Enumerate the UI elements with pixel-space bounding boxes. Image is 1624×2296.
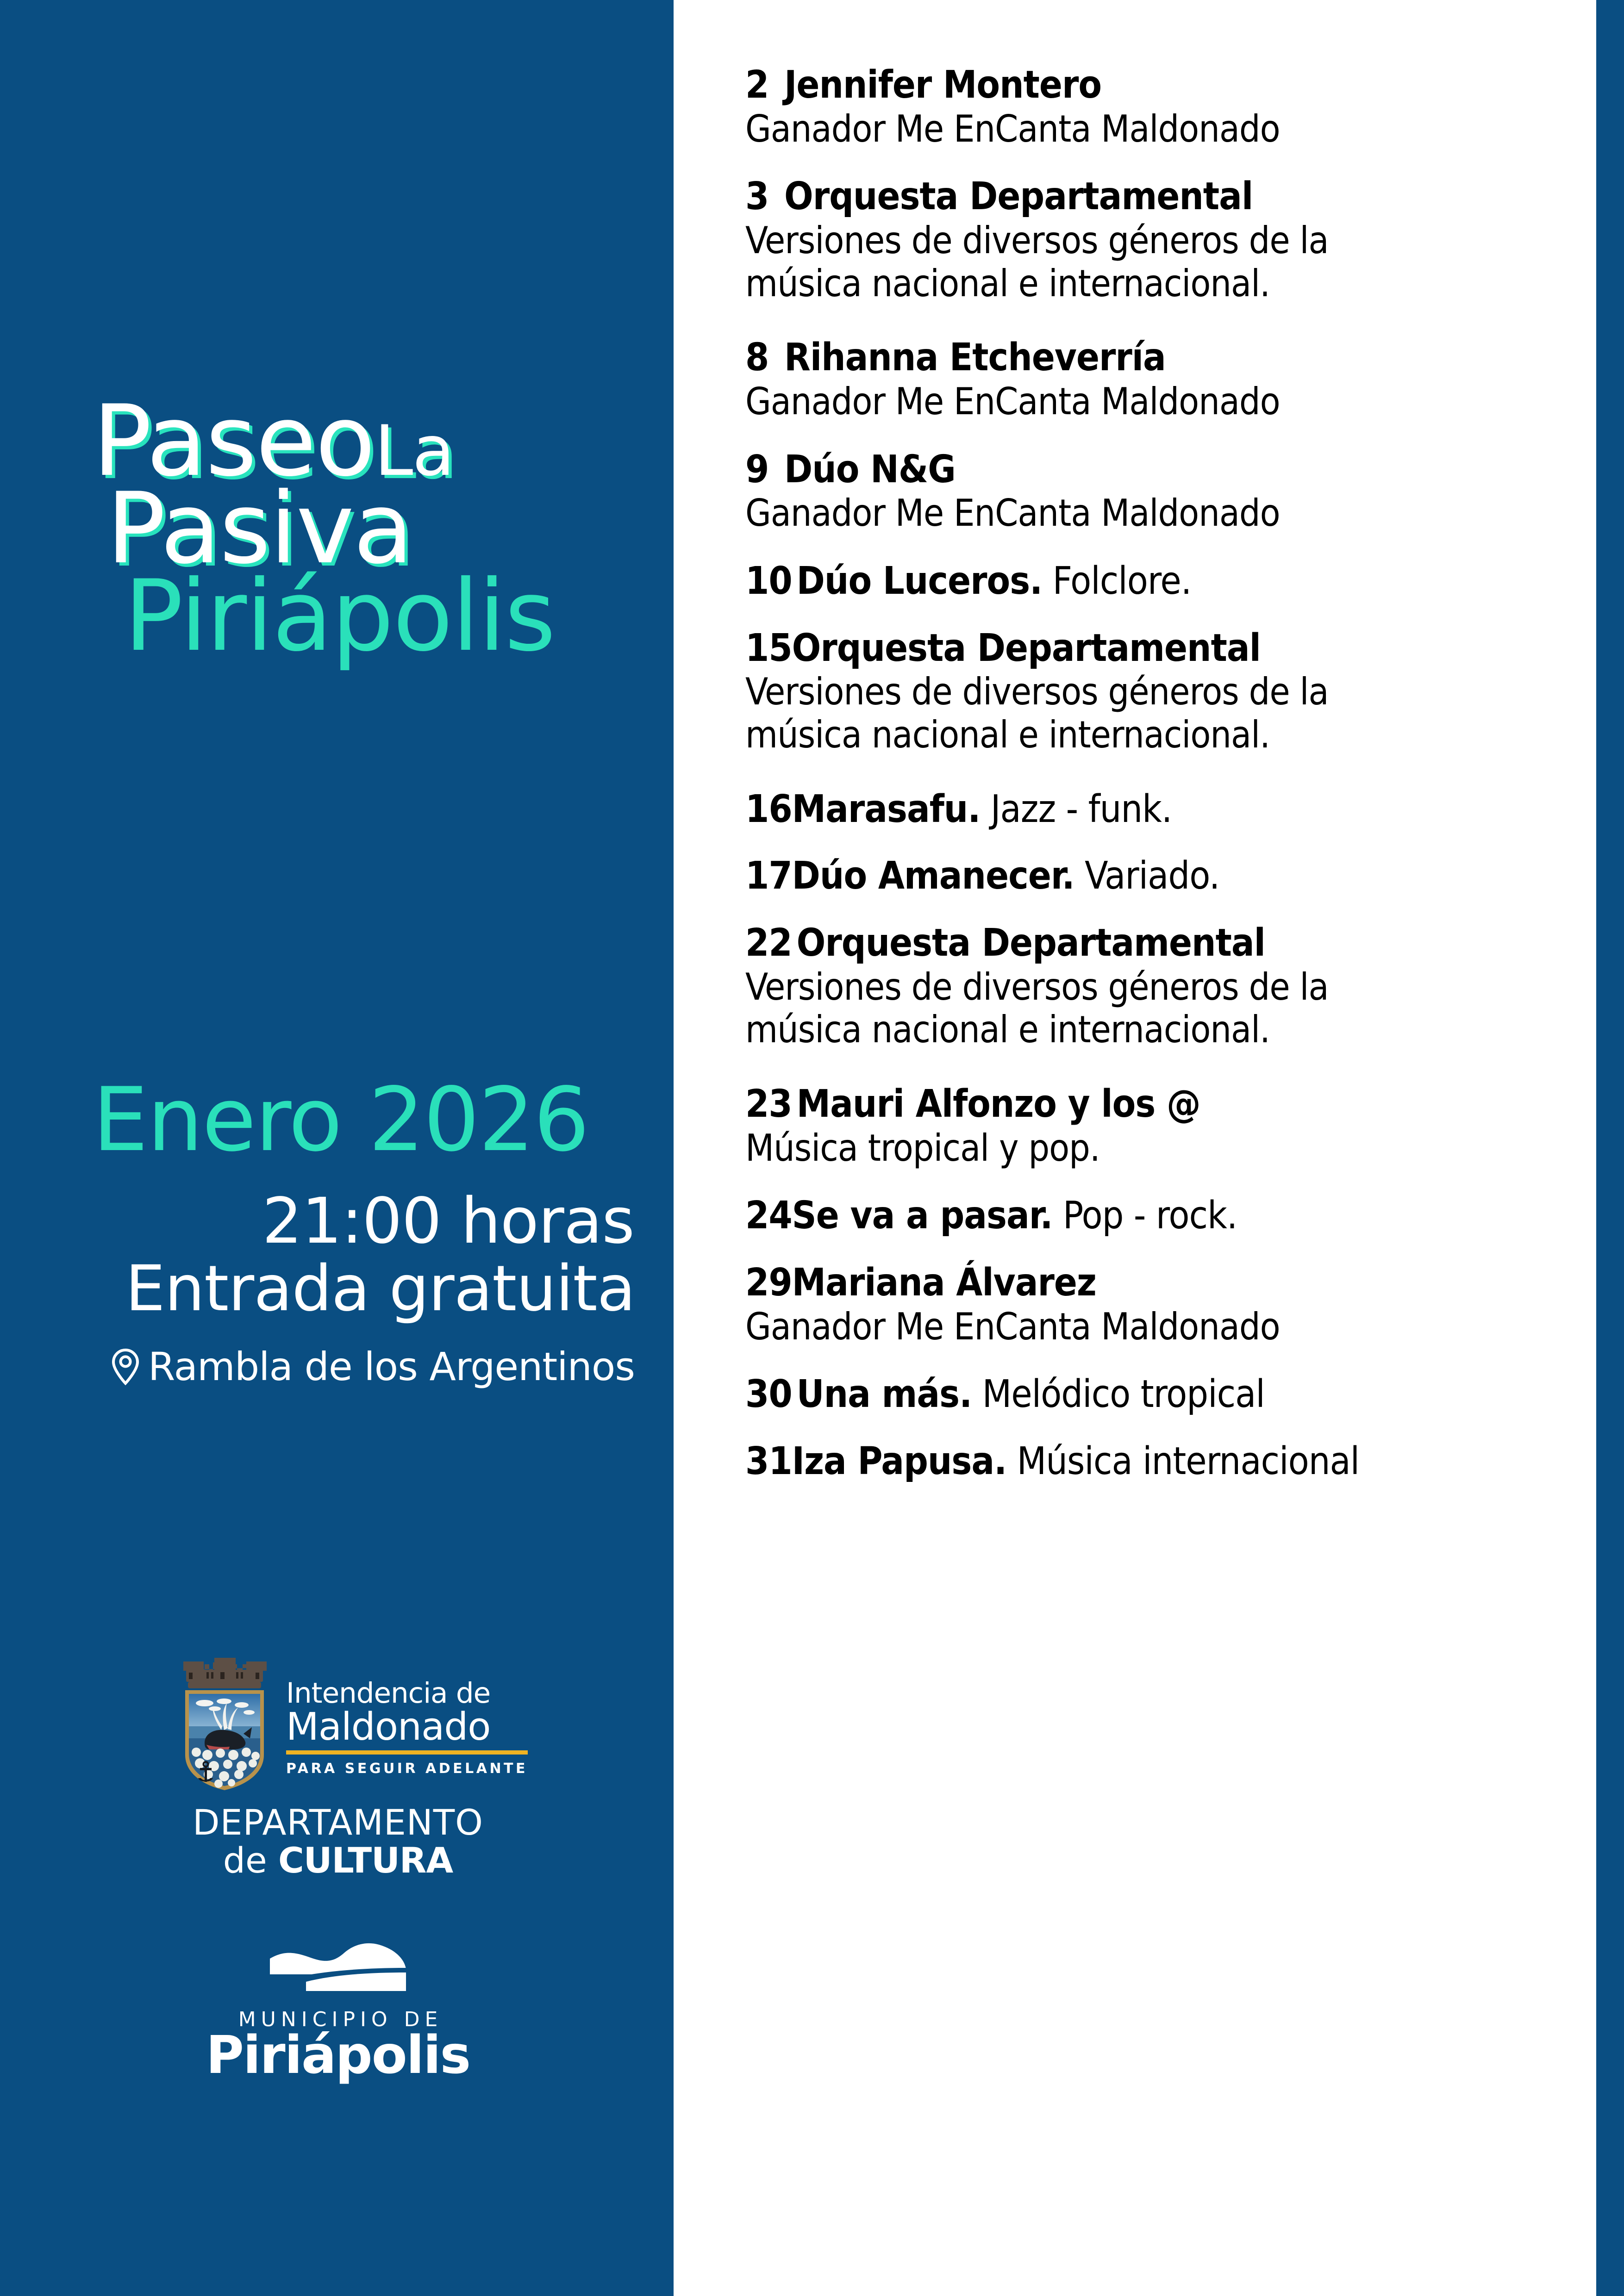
event-description (745, 671, 1542, 757)
event-heading (745, 449, 1542, 491)
list-item (745, 1084, 1542, 1170)
venue-name: Rambla de los Argentinos (148, 1344, 635, 1390)
event-heading (745, 856, 1542, 897)
right-blue-edge-strip (1596, 0, 1624, 2296)
event-heading (745, 1374, 1542, 1415)
venue-row (93, 1344, 648, 1389)
list-item (745, 1441, 1542, 1482)
event-description (745, 966, 1542, 1052)
intendencia-maldonado-logo (176, 1657, 528, 1791)
event-heading (745, 923, 1542, 964)
cultura-word: CULTURA (278, 1840, 453, 1881)
event-description (745, 492, 1542, 535)
poster-title (93, 384, 648, 673)
event-genre: Pop - rock. (1052, 1194, 1237, 1238)
event-heading (745, 1260, 1542, 1305)
title-pasiva: Pasiva (106, 471, 412, 586)
event-heading (745, 65, 1542, 106)
list-item (745, 1195, 1542, 1237)
list-item (745, 449, 1542, 535)
month-year: Enero 2026 (93, 1069, 589, 1171)
list-item (745, 628, 1542, 757)
municipio-piriapolis-logo (194, 1930, 481, 2085)
event-heading (745, 1441, 1542, 1482)
event-day: 15 (745, 626, 792, 670)
event-description (745, 219, 1542, 305)
intendencia-tagline: PARA SEGUIR ADELANTE (286, 1761, 528, 1777)
event-day: 2 (745, 63, 769, 107)
maldonado-coat-of-arms-icon (176, 1657, 273, 1791)
event-description (745, 380, 1542, 423)
event-artist: Jennifer Montero (784, 63, 1102, 107)
event-desc-line-1: Versiones de diversos géneros de la (745, 670, 1329, 714)
event-heading (745, 561, 1542, 602)
municipio-label: MUNICIPIO DE (238, 2008, 443, 2031)
event-genre: Música internacional (1006, 1439, 1360, 1483)
list-item (745, 1260, 1542, 1348)
event-heading (745, 176, 1542, 218)
start-time: 21:00 horas (262, 1185, 634, 1258)
event-day: 3 (745, 174, 769, 219)
event-heading (745, 1084, 1542, 1125)
list-item (745, 337, 1542, 423)
event-artist: Orquesta Departamental (792, 626, 1261, 670)
title-paseo: Paseo (93, 384, 375, 498)
event-day: 29 (745, 1260, 792, 1305)
event-desc-line-1: Ganador Me EnCanta Maldonado (745, 492, 1280, 535)
event-day: 30 (745, 1372, 792, 1417)
event-day: 16 (745, 787, 792, 831)
title-piriapolis: Piriápolis (124, 559, 555, 673)
event-day: 31 (745, 1439, 792, 1483)
event-description (745, 1127, 1542, 1170)
event-desc-line-1: Versiones de diversos géneros de la (745, 965, 1329, 1008)
list-item (745, 856, 1542, 897)
event-list (745, 65, 1542, 1508)
event-artist: Dúo N&G (784, 447, 956, 492)
event-artist: Dúo Amanecer. (792, 854, 1074, 898)
cultura-label (176, 1842, 500, 1879)
intendencia-line-2: Maldonado (286, 1705, 491, 1749)
event-desc-line-1: Música tropical y pop. (745, 1126, 1100, 1170)
event-day: 9 (745, 447, 769, 492)
event-artist: Iza Papusa. (792, 1439, 1007, 1483)
date-time-venue-block (93, 1069, 648, 1390)
event-genre: Variado. (1074, 854, 1220, 898)
event-artist: Dúo Luceros. (796, 559, 1043, 604)
list-item (745, 561, 1542, 602)
event-desc-line-1: Versiones de diversos géneros de la (745, 218, 1329, 262)
event-day: 22 (745, 921, 792, 965)
piriapolis-label: Piriápolis (206, 2025, 470, 2085)
list-item (745, 1374, 1542, 1415)
event-heading (745, 789, 1542, 830)
event-day: 24 (745, 1194, 792, 1238)
departamento-label: DEPARTAMENTO (193, 1802, 483, 1843)
cultura-prefix: de (223, 1840, 278, 1881)
departamento-cultura-block (176, 1802, 500, 1881)
event-genre: Folclore. (1042, 559, 1192, 604)
location-pin-icon (111, 1348, 140, 1385)
event-artist: Rihanna Etcheverría (784, 336, 1166, 380)
event-artist: Mauri Alfonzo y los @ (796, 1082, 1200, 1126)
event-heading (745, 1195, 1542, 1237)
list-item (745, 65, 1542, 150)
intendencia-line-1: Intendencia de (286, 1677, 491, 1710)
intendencia-gold-rule (286, 1750, 528, 1755)
event-day: 17 (745, 854, 792, 898)
event-heading (745, 628, 1542, 669)
list-item (745, 176, 1542, 305)
title-la: La (374, 411, 454, 492)
event-artist: Orquesta Departamental (784, 174, 1253, 219)
event-artist: Una más. (796, 1372, 972, 1417)
piriapolis-hills-mark-icon (262, 1930, 414, 1999)
admission-note: Entrada gratuita (125, 1252, 635, 1325)
event-genre: Jazz - funk. (980, 787, 1172, 831)
event-desc-line-1: Ganador Me EnCanta Maldonado (745, 380, 1280, 423)
event-artist: Marasafu. (792, 787, 981, 831)
event-desc-line-1: Ganador Me EnCanta Maldonado (745, 107, 1280, 150)
event-day: 10 (745, 559, 792, 604)
event-artist: Mariana Álvarez (792, 1260, 1096, 1305)
event-desc-line-2: música nacional e internacional. (745, 1008, 1270, 1052)
event-artist: Orquesta Departamental (796, 921, 1265, 965)
intendencia-text (286, 1657, 528, 1777)
event-description (745, 108, 1542, 151)
list-item (745, 789, 1542, 830)
event-desc-line-2: música nacional e internacional. (745, 261, 1270, 305)
event-desc-line-2: música nacional e internacional. (745, 713, 1270, 757)
event-day: 8 (745, 336, 769, 380)
event-desc-line-1: Ganador Me EnCanta Maldonado (745, 1305, 1280, 1348)
event-artist: Se va a pasar. (792, 1194, 1053, 1238)
event-description (745, 1306, 1542, 1349)
event-genre: Melódico tropical (972, 1372, 1265, 1417)
title-line-3 (93, 559, 648, 673)
event-heading (745, 337, 1542, 379)
event-day: 23 (745, 1082, 792, 1126)
list-item (745, 923, 1542, 1052)
